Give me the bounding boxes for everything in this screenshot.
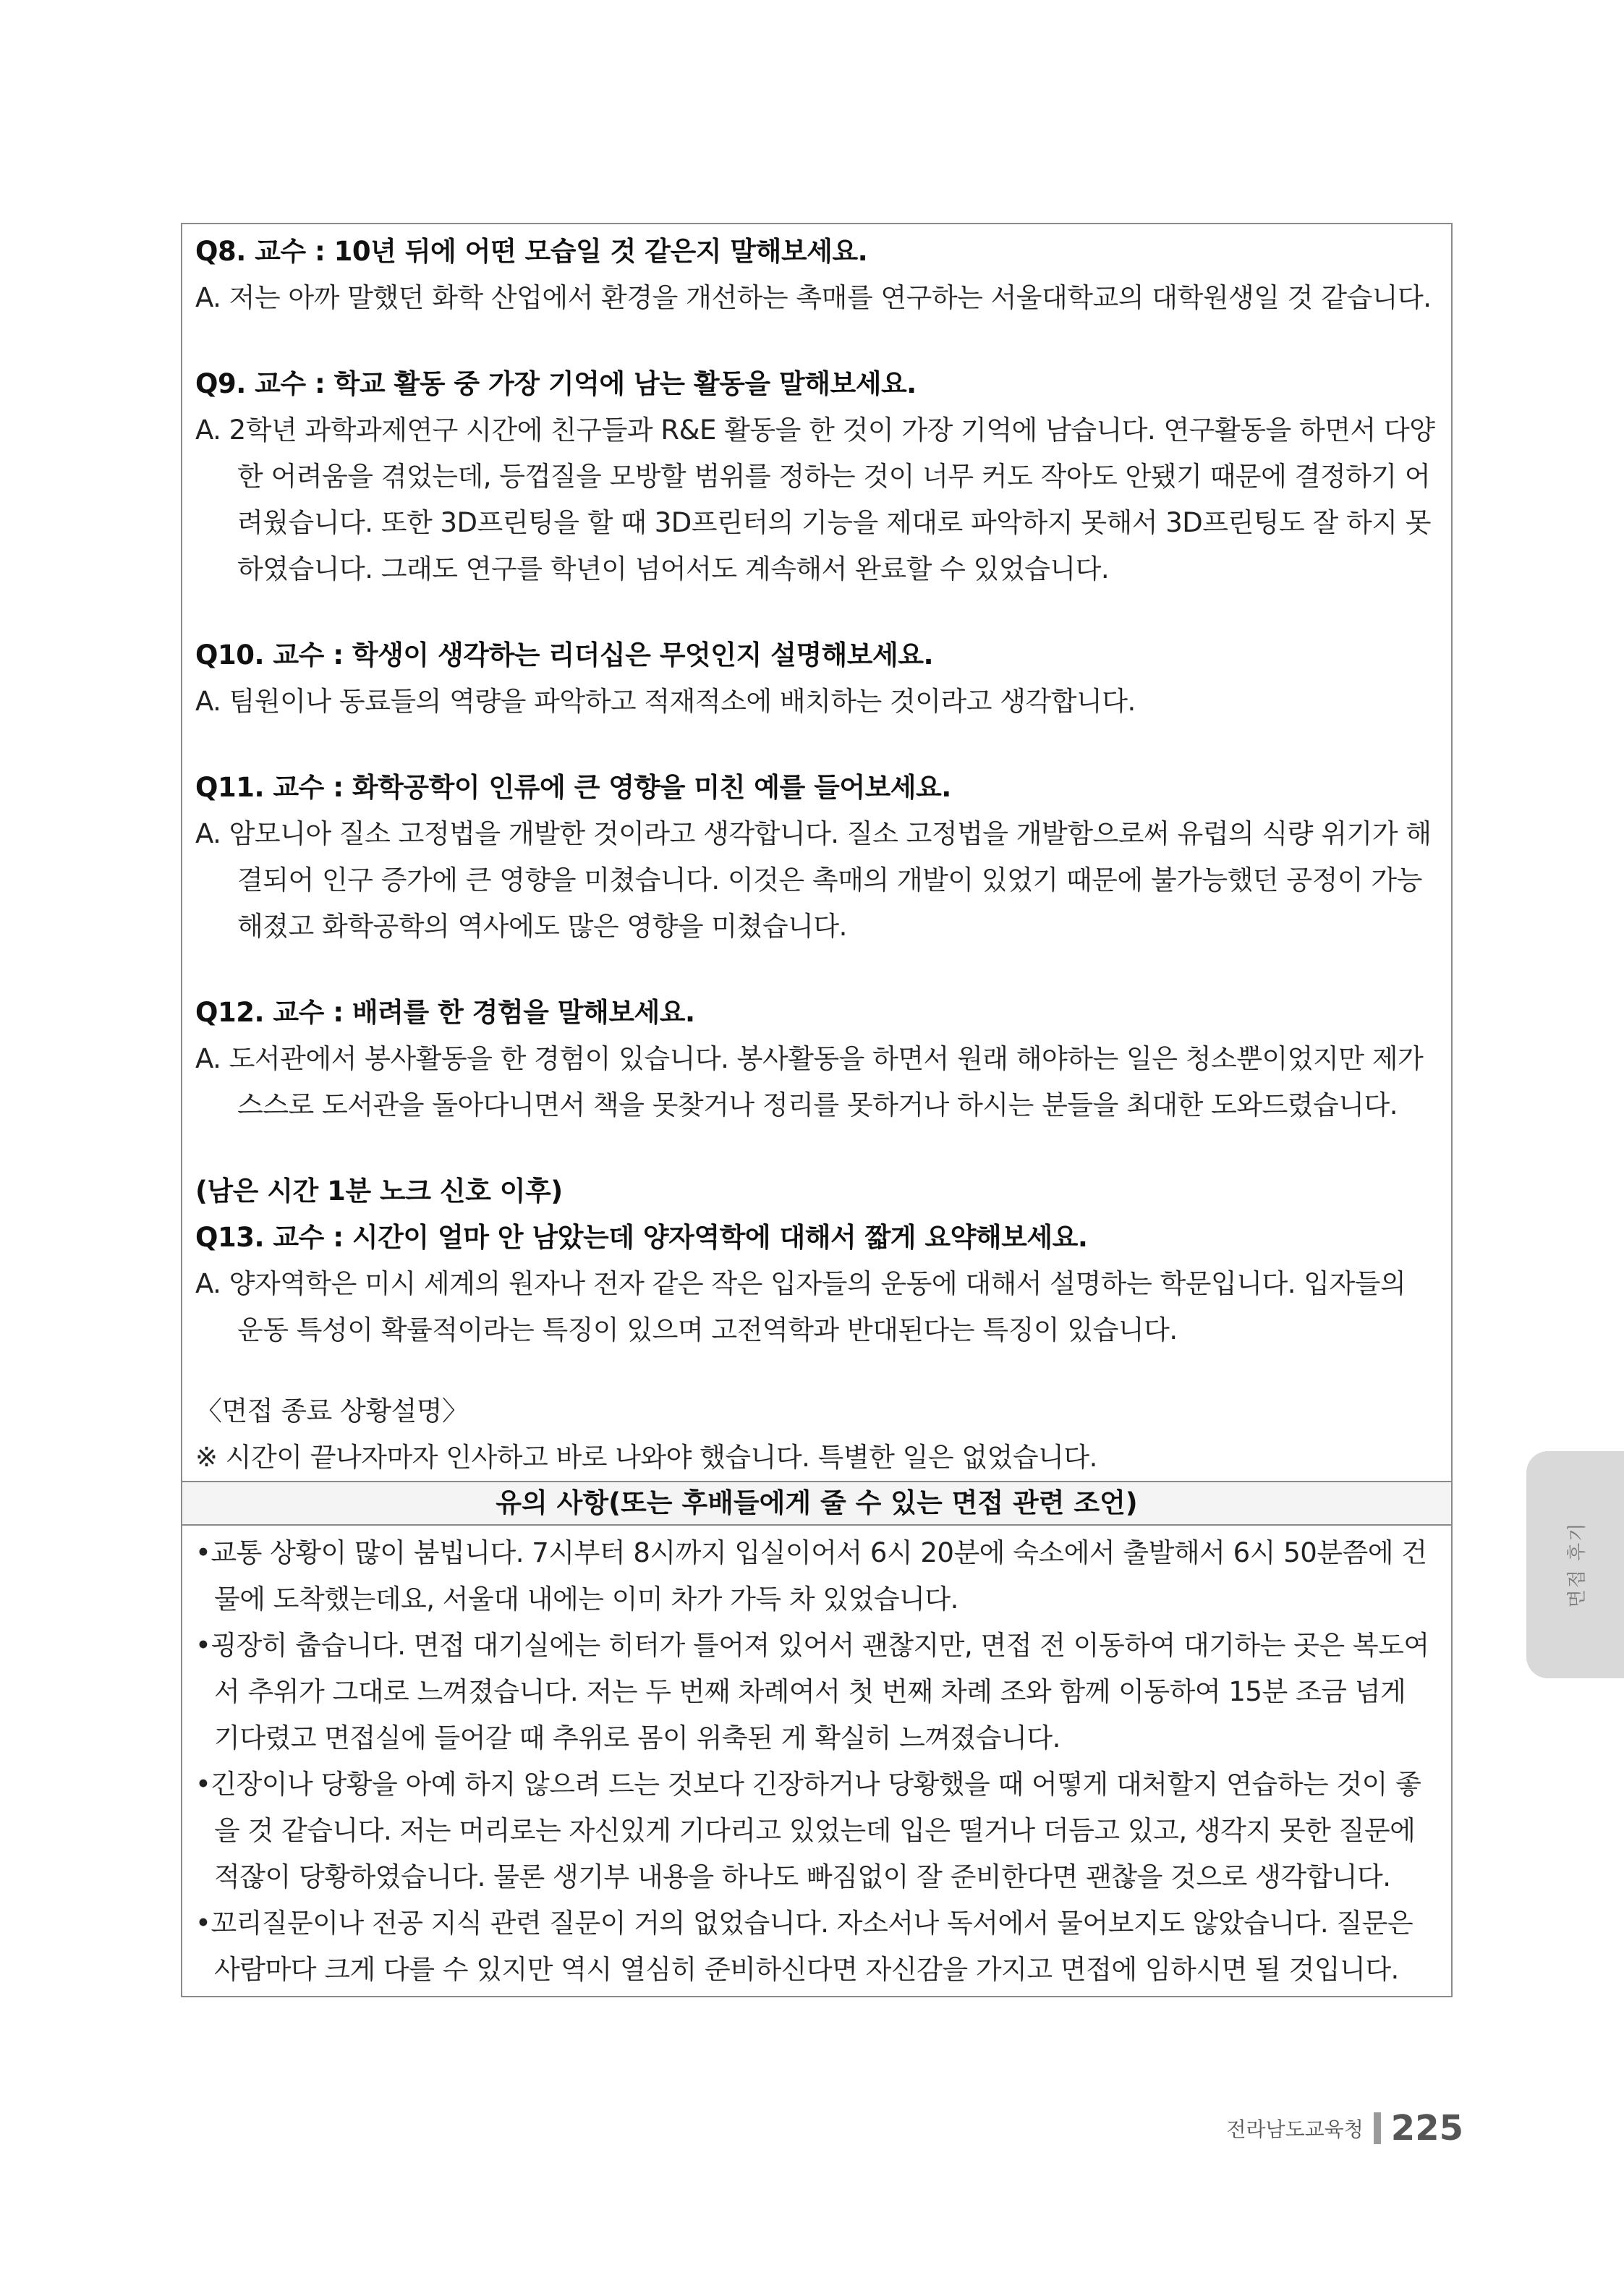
qa-item-q10 bbox=[195, 632, 1438, 725]
page-footer bbox=[1226, 2107, 1463, 2150]
qa-item-q8 bbox=[195, 229, 1438, 321]
section-side-tab bbox=[1526, 1451, 1624, 1678]
interview-box bbox=[181, 223, 1453, 1997]
advice-item: •교통 상황이 많이 붐빕니다. 7시부터 8시까지 입실이어서 6시 20분에 숙소에서 출발해서 6시 50분쯤에 건물에 도착했는데요, 서울대 내에는 이미 차가 가득 차 있었습니다. bbox=[195, 1537, 1427, 1615]
advice-item: •긴장이나 당황을 아예 하지 않으려 드는 것보다 긴장하거나 당황했을 때 어떻게 대처할지 연습하는 것이 좋을 것 같습니다. 저는 머리로는 자신있게 기다리고 있었는데 입은 떨거나 더듬고 있고, 생각지 못한 질문에 적잖이 당황하였습니다. 물론 생기부 내용을 하나도 빠짐없이 잘 준비한다면 괜찮을 것으로 생각합니다. bbox=[195, 1769, 1421, 1892]
advice-item: •굉장히 춥습니다. 면접 대기실에는 히터가 틀어져 있어서 괜찮지만, 면접 전 이동하여 대기하는 곳은 복도여서 추위가 그대로 느껴졌습니다. 저는 두 번째 차례여서 첫 번째 차례 조와 함께 이동하여 15분 조금 넘게 기다렸고 면접실에 들어갈 때 추위로 몸이 위축된 게 확실히 느껴졌습니다. bbox=[195, 1630, 1429, 1754]
footer-divider bbox=[1374, 2112, 1381, 2144]
closing-heading: 〈면접 종료 상황설명〉 bbox=[195, 1395, 469, 1427]
advice-title: 유의 사항(또는 후배들에게 줄 수 있는 면접 관련 조언) bbox=[182, 1481, 1451, 1526]
question: Q10. 교수 : 학생이 생각하는 리더십은 무엇인지 설명해보세요. bbox=[195, 639, 934, 671]
question: Q9. 교수 : 학교 활동 중 가장 기억에 남는 활동을 말해보세요. bbox=[195, 368, 917, 399]
qa-item-q9 bbox=[195, 361, 1438, 592]
closing-section bbox=[182, 1388, 1451, 1481]
answer: A. 도서관에서 봉사활동을 한 경험이 있습니다. 봉사활동을 하면서 원래 해야하는 일은 청소뿐이었지만 제가 스스로 도서관을 돌아다니면서 책을 못찾거나 정리를 못하거나 하시는 분들을 최대한 도와드렸습니다. bbox=[195, 1043, 1424, 1121]
answer: A. 2학년 과학과제연구 시간에 친구들과 R&E 활동을 한 것이 가장 기억에 남습니다. 연구활동을 하면서 다양한 어려움을 겪었는데, 등껍질을 모방할 범위를 정하는 것이 너무 커도 작아도 안됐기 때문에 결정하기 어려웠습니다. 또한 3D프린팅을 할 때 3D프린터의 기능을 제대로 파악하지 못해서 3D프린팅도 잘 하지 못하였습니다. 그래도 연구를 학년이 넘어서도 계속해서 완료할 수 있었습니다. bbox=[195, 415, 1435, 585]
answer: A. 양자역학은 미시 세계의 원자나 전자 같은 작은 입자들의 운동에 대해서 설명하는 학문입니다. 입자들의 운동 특성이 확률적이라는 특징이 있으며 고전역학과 반대된다는 특징이 있습니다. bbox=[195, 1268, 1406, 1346]
qa-item-q12 bbox=[195, 990, 1438, 1129]
answer: A. 암모니아 질소 고정법을 개발한 것이라고 생각합니다. 질소 고정법을 개발함으로써 유럽의 식량 위기가 해결되어 인구 증가에 큰 영향을 미쳤습니다. 이것은 촉매의 개발이 있었기 때문에 불가능했던 공정이 가능해졌고 화학공학의 역사에도 많은 영향을 미쳤습니다. bbox=[195, 818, 1432, 942]
side-tab-label: 면접 후기 bbox=[1566, 1521, 1588, 1608]
footer-org: 전라남도교육청 bbox=[1226, 2117, 1364, 2141]
answer: A. 저는 아까 말했던 화학 산업에서 환경을 개선하는 촉매를 연구하는 서울대학교의 대학원생일 것 같습니다. bbox=[195, 282, 1432, 313]
question: Q12. 교수 : 배려를 한 경험을 말해보세요. bbox=[195, 997, 695, 1028]
question: Q11. 교수 : 화학공학이 인류에 큰 영향을 미친 예를 들어보세요. bbox=[195, 772, 951, 803]
time-signal-note: (남은 시간 1분 노크 신호 이후) bbox=[195, 1176, 563, 1207]
answer: A. 팀원이나 동료들의 역량을 파악하고 적재적소에 배치하는 것이라고 생각합니다. bbox=[195, 686, 1136, 717]
question: Q13. 교수 : 시간이 얼마 안 남았는데 양자역학에 대해서 짧게 요약해보세요. bbox=[195, 1222, 1088, 1253]
closing-note: ※ 시간이 끝나자마자 인사하고 바로 나와야 했습니다. 특별한 일은 없었습니다. bbox=[195, 1442, 1097, 1473]
qa-item-q11 bbox=[195, 765, 1438, 950]
question: Q8. 교수 : 10년 뒤에 어떤 모습일 것 같은지 말해보세요. bbox=[195, 236, 868, 267]
qa-section bbox=[182, 224, 1451, 1353]
advice-item: •꼬리질문이나 전공 지식 관련 질문이 거의 없었습니다. 자소서나 독서에서 물어보지도 않았습니다. 질문은 사람마다 크게 다를 수 있지만 역시 열심히 준비하신다면 자신감을 가지고 면접에 임하시면 될 것입니다. bbox=[195, 1908, 1413, 1985]
advice-list bbox=[182, 1526, 1451, 1996]
page-number: 225 bbox=[1390, 2108, 1463, 2149]
qa-item-q13 bbox=[195, 1168, 1438, 1353]
